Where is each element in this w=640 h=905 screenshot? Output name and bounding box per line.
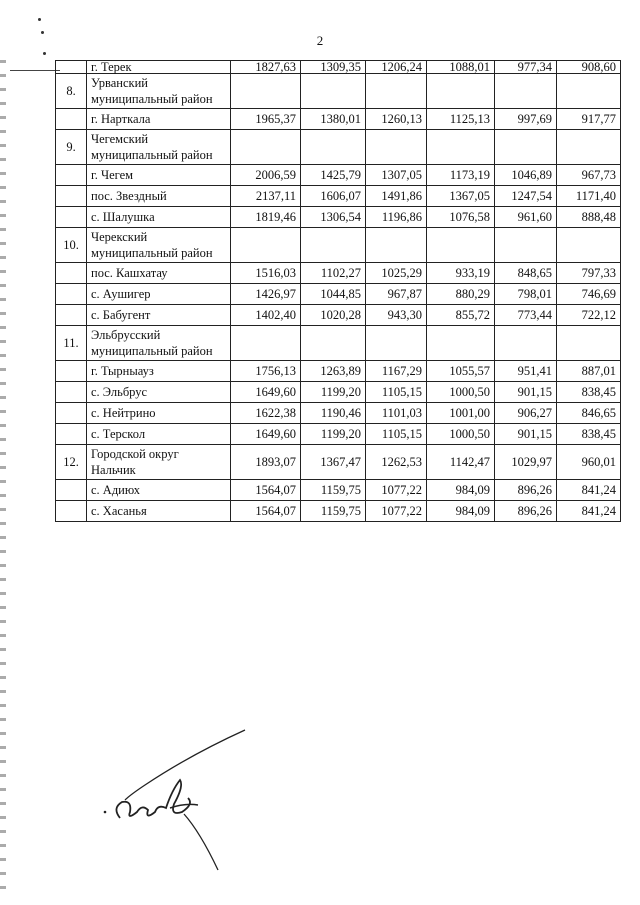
value-cell: 798,01 [495,284,557,305]
row-number [56,305,87,326]
value-cell: 1402,40 [231,305,301,326]
value-cell: 1196,86 [366,207,427,228]
settlement-name: Черекский муниципальный район [87,228,231,263]
value-cell [231,130,301,165]
table-row [56,326,621,361]
settlement-name: с. Нейтрино [87,403,231,424]
value-cell: 1247,54 [495,186,557,207]
table-row [56,284,621,305]
value-cell [557,326,621,361]
value-cell [231,326,301,361]
settlement-name: с. Бабугент [87,305,231,326]
value-cell [427,74,495,109]
value-cell [557,74,621,109]
value-cell: 1425,79 [301,165,366,186]
value-cell: 838,45 [557,424,621,445]
value-cell: 1965,37 [231,109,301,130]
settlement-name: с. Шалушка [87,207,231,228]
value-cell: 838,45 [557,382,621,403]
value-cell: 888,48 [557,207,621,228]
row-number [56,61,87,74]
settlement-name: пос. Звездный [87,186,231,207]
value-cell: 746,69 [557,284,621,305]
scan-dot [43,52,46,55]
value-cell [301,228,366,263]
value-cell: 961,60 [495,207,557,228]
row-number: 8. [56,74,87,109]
value-cell: 1649,60 [231,424,301,445]
settlement-name: г. Тырныауз [87,361,231,382]
row-number [56,165,87,186]
value-cell: 977,34 [495,61,557,74]
value-cell: 2137,11 [231,186,301,207]
value-cell: 1044,85 [301,284,366,305]
value-cell: 722,12 [557,305,621,326]
value-cell: 1262,53 [366,445,427,480]
value-cell: 1190,46 [301,403,366,424]
table-row [56,480,621,501]
value-cell: 1077,22 [366,501,427,522]
settlement-name: с. Терскол [87,424,231,445]
value-cell: 896,26 [495,480,557,501]
value-cell: 951,41 [495,361,557,382]
value-cell: 1491,86 [366,186,427,207]
value-cell [495,228,557,263]
value-cell: 1171,40 [557,186,621,207]
value-cell: 1025,29 [366,263,427,284]
value-cell [366,74,427,109]
value-cell: 1105,15 [366,382,427,403]
value-cell: 1564,07 [231,480,301,501]
row-number: 9. [56,130,87,165]
value-cell: 1029,97 [495,445,557,480]
value-cell [301,326,366,361]
settlement-name: Урванский муниципальный район [87,74,231,109]
settlement-name: г. Нарткала [87,109,231,130]
value-cell: 1088,01 [427,61,495,74]
value-cell: 1159,75 [301,480,366,501]
value-cell: 1076,58 [427,207,495,228]
value-cell: 1309,35 [301,61,366,74]
value-cell: 984,09 [427,480,495,501]
row-number: 12. [56,445,87,480]
value-cell: 2006,59 [231,165,301,186]
table-body [56,61,621,522]
value-cell: 855,72 [427,305,495,326]
row-number [56,501,87,522]
tariff-table [55,60,621,522]
row-number [56,284,87,305]
table-row [56,501,621,522]
value-cell [366,130,427,165]
value-cell: 848,65 [495,263,557,284]
value-cell: 967,73 [557,165,621,186]
value-cell: 960,01 [557,445,621,480]
value-cell: 901,15 [495,424,557,445]
settlement-name: Чегемский муниципальный район [87,130,231,165]
value-cell: 1173,19 [427,165,495,186]
value-cell: 908,60 [557,61,621,74]
settlement-name: пос. Кашхатау [87,263,231,284]
value-cell: 773,44 [495,305,557,326]
table-row [56,382,621,403]
value-cell: 1020,28 [301,305,366,326]
table-row [56,207,621,228]
value-cell: 967,87 [366,284,427,305]
row-number [56,361,87,382]
value-cell: 943,30 [366,305,427,326]
table-row [56,403,621,424]
value-cell: 1105,15 [366,424,427,445]
value-cell: 1000,50 [427,424,495,445]
table-row [56,305,621,326]
settlement-name: с. Эльбрус [87,382,231,403]
value-cell [301,130,366,165]
value-cell: 896,26 [495,501,557,522]
row-number [56,109,87,130]
value-cell: 1564,07 [231,501,301,522]
value-cell: 984,09 [427,501,495,522]
value-cell: 1102,27 [301,263,366,284]
table-row [56,228,621,263]
row-number [56,480,87,501]
table-row [56,165,621,186]
value-cell [231,228,301,263]
table-row [56,361,621,382]
settlement-name: Городской округ Нальчик [87,445,231,480]
value-cell [495,74,557,109]
row-number [56,403,87,424]
value-cell: 1077,22 [366,480,427,501]
value-cell [366,228,427,263]
value-cell: 1125,13 [427,109,495,130]
value-cell [495,130,557,165]
value-cell [427,326,495,361]
scan-edge-marks [0,60,6,900]
value-cell: 1101,03 [366,403,427,424]
settlement-name: с. Адиюх [87,480,231,501]
value-cell: 1055,57 [427,361,495,382]
settlement-name: г. Чегем [87,165,231,186]
row-number [56,424,87,445]
value-cell: 1516,03 [231,263,301,284]
table-row [56,61,621,74]
value-cell: 1426,97 [231,284,301,305]
value-cell: 1306,54 [301,207,366,228]
value-cell: 1206,24 [366,61,427,74]
table-row [56,263,621,284]
value-cell: 933,19 [427,263,495,284]
value-cell: 1649,60 [231,382,301,403]
value-cell: 846,65 [557,403,621,424]
value-cell [301,74,366,109]
value-cell [366,326,427,361]
value-cell: 1367,05 [427,186,495,207]
value-cell: 1819,46 [231,207,301,228]
value-cell: 1263,89 [301,361,366,382]
value-cell [557,228,621,263]
value-cell: 1142,47 [427,445,495,480]
table-row [56,445,621,480]
row-number [56,382,87,403]
value-cell: 901,15 [495,382,557,403]
signature [100,720,260,880]
table-row [56,109,621,130]
value-cell: 880,29 [427,284,495,305]
page-number: 2 [316,33,324,48]
value-cell: 1159,75 [301,501,366,522]
value-cell [495,326,557,361]
row-number [56,207,87,228]
value-cell: 1000,50 [427,382,495,403]
value-cell [557,130,621,165]
row-number [56,263,87,284]
table-row [56,424,621,445]
value-cell: 917,77 [557,109,621,130]
row-number: 10. [56,228,87,263]
settlement-name: с. Аушигер [87,284,231,305]
value-cell: 1380,01 [301,109,366,130]
value-cell [427,130,495,165]
value-cell: 1260,13 [366,109,427,130]
table-row [56,130,621,165]
scan-rule [10,70,60,71]
value-cell: 1367,47 [301,445,366,480]
value-cell: 841,24 [557,501,621,522]
value-cell: 887,01 [557,361,621,382]
settlement-name: с. Хасанья [87,501,231,522]
value-cell: 1046,89 [495,165,557,186]
settlement-name: Эльбрусский муниципальный район [87,326,231,361]
value-cell: 1893,07 [231,445,301,480]
value-cell: 1827,63 [231,61,301,74]
value-cell: 1167,29 [366,361,427,382]
value-cell: 1606,07 [301,186,366,207]
settlement-name: г. Терек [87,61,231,74]
value-cell: 841,24 [557,480,621,501]
value-cell: 1756,13 [231,361,301,382]
table-row [56,74,621,109]
value-cell: 1001,00 [427,403,495,424]
row-number [56,186,87,207]
value-cell [231,74,301,109]
value-cell: 1199,20 [301,382,366,403]
value-cell: 1199,20 [301,424,366,445]
value-cell [427,228,495,263]
value-cell: 1622,38 [231,403,301,424]
value-cell: 1307,05 [366,165,427,186]
value-cell: 797,33 [557,263,621,284]
row-number: 11. [56,326,87,361]
scan-dot [38,18,41,21]
table-row [56,186,621,207]
value-cell: 997,69 [495,109,557,130]
value-cell: 906,27 [495,403,557,424]
